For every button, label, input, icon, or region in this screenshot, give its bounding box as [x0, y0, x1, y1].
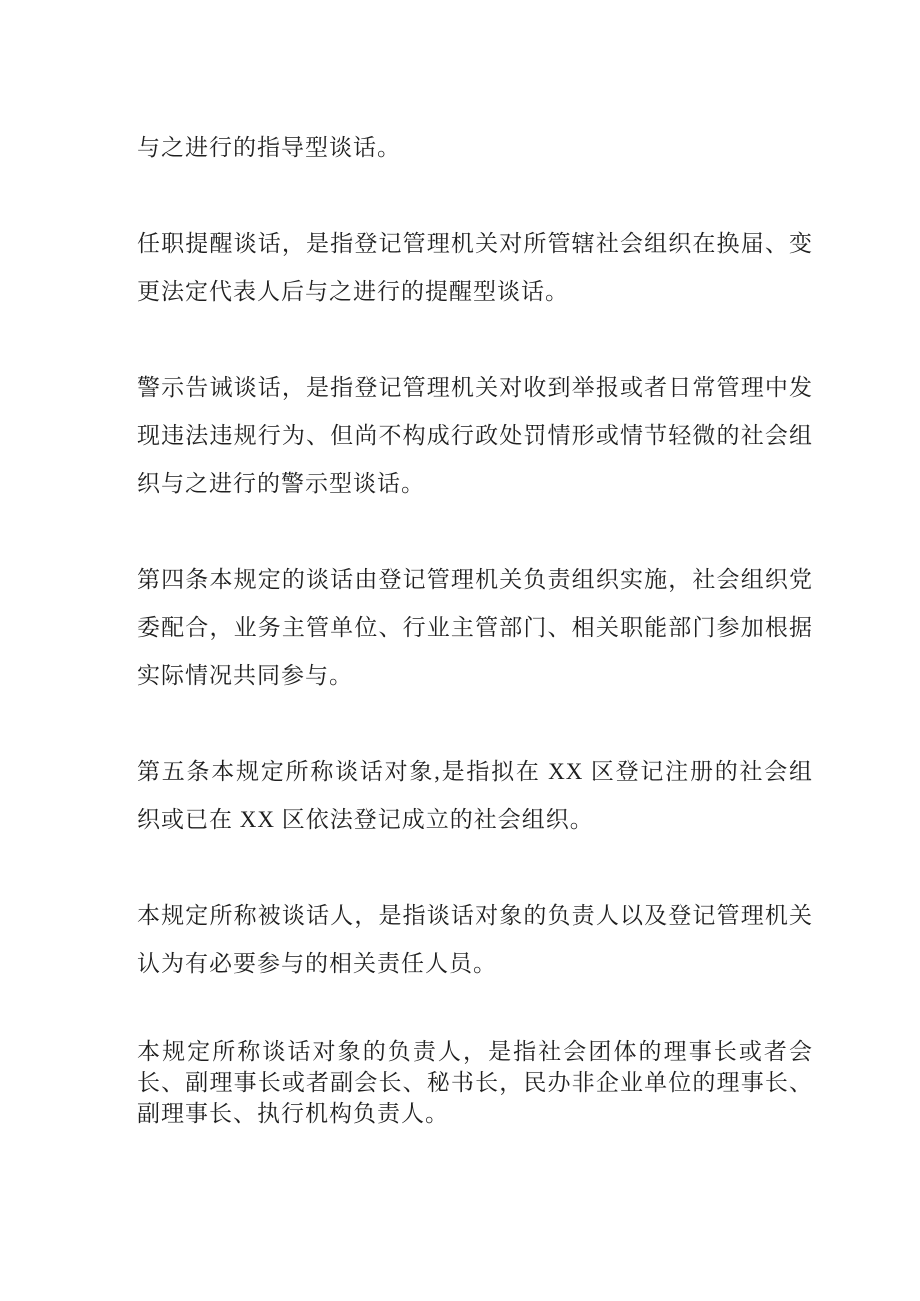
paragraph: 警示告诫谈话，是指登记管理机关对收到举报或者日常管理中发现违法违规行为、但尚不构成行政处罚情形或情节轻微的社会组织与之进行的警示型谈话。	[137, 375, 813, 496]
paragraph: 本规定所称谈话对象的负责人，是指社会团体的理事长或者会长、副理事长或者副会长、秘书长，民办非企业单位的理事长、副理事长、执行机构负责人。	[137, 1039, 813, 1126]
paragraph: 任职提醒谈话，是指登记管理机关对所管辖社会组织在换届、变更法定代表人后与之进行的提醒型谈话。	[137, 231, 813, 304]
paragraph: 与之进行的指导型谈话。	[137, 135, 401, 160]
paragraph: 第四条本规定的谈话由登记管理机关负责组织实施，社会组织党委配合，业务主管单位、行业主管部门、相关职能部门参加根据实际情况共同参与。	[137, 567, 813, 688]
paragraph: 第五条本规定所称谈话对象,是指拟在 XX 区登记注册的社会组织或已在 XX 区依法登记成立的社会组织。	[137, 759, 813, 832]
paragraph: 本规定所称被谈话人，是指谈话对象的负责人以及登记管理机关认为有必要参与的相关责任人员。	[137, 903, 813, 976]
